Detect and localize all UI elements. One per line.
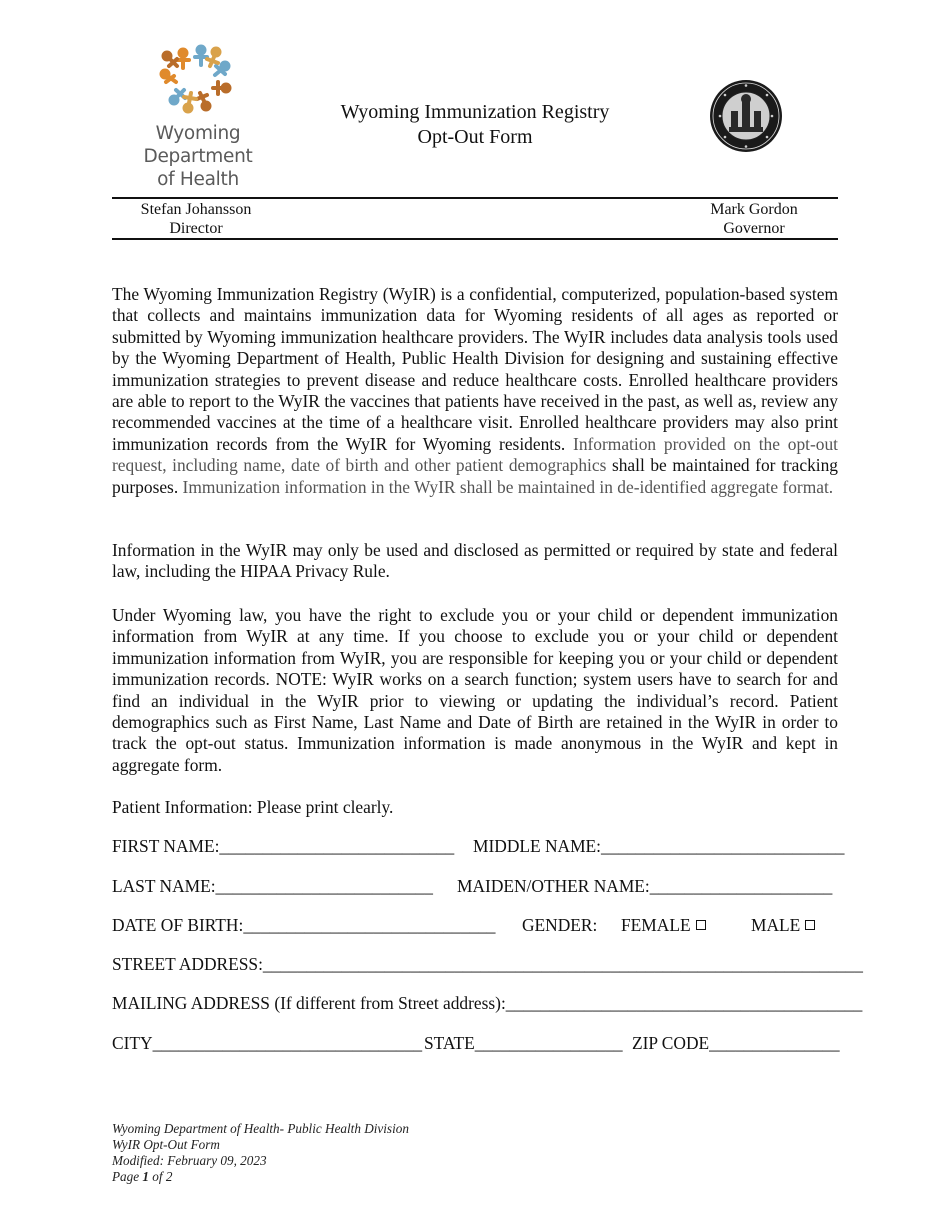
intro-text: The Wyoming Immunization Registry (WyIR) is a confidential, computerized, population-based system that collects and maintains immunization data for Wyoming residents of all ages as reported or submitted by Wyoming immunization healthcare providers. The WyIR includes data analysis tools used by the Wyoming Department of Health, Public Health Division for designing and sustaining effective immunization strategies to prevent disease and reduce healthcare costs. Enrolled healthcare providers are able to report to the WyIR the vaccines that patients have received in the past, as well as, review any recommended vaccines at the time of a healthcare visit. Enrolled healthcare providers may also print immunization records from the WyIR for Wyoming residents. bbox=[112, 284, 838, 454]
page-footer bbox=[112, 1121, 409, 1185]
state-field[interactable]: STATE_________________ bbox=[424, 1033, 623, 1053]
female-checkbox[interactable] bbox=[696, 920, 706, 930]
mailing-address-field[interactable]: MAILING ADDRESS (If different from Street address):_________________________________________ bbox=[112, 993, 863, 1013]
logo-line-2: Department bbox=[143, 146, 253, 167]
first-name-field[interactable]: FIRST NAME:___________________________ bbox=[112, 836, 455, 856]
logo-line-3: of Health bbox=[157, 169, 239, 190]
director-block bbox=[106, 200, 286, 238]
governor-name: Mark Gordon bbox=[710, 201, 798, 218]
paragraph-rights: Under Wyoming law, you have the right to exclude you or your child or dependent immunization information from WyIR at any time. If you choose to exclude you or your child or dependent immunization information from WyIR, you are responsible for keeping you or your child or dependent immunization records. NOTE: WyIR works on a search function; system users have to search for and find an individual in the WyIR prior to viewing or updating the individual’s record. Patient demographics such as First Name, Last Name and Date of Birth are retained in the WyIR in order to track the opt-out status. Immunization information is made anonymous in the WyIR and kept in aggregate form. bbox=[112, 605, 838, 775]
title-line-1: Wyoming Immunization Registry bbox=[340, 101, 610, 123]
people-circle-logo-icon bbox=[138, 44, 258, 114]
intro-gray-text-1: Information provided on the opt-out request, including name, date of birth and other patient demographics bbox=[112, 433, 838, 476]
page-prefix: Page bbox=[112, 1169, 143, 1184]
zip-code-field[interactable]: ZIP CODE_______________ bbox=[632, 1033, 840, 1053]
header-rule-bottom bbox=[112, 238, 838, 240]
male-checkbox[interactable] bbox=[805, 920, 815, 930]
female-label: FEMALE bbox=[621, 915, 691, 935]
title-line-2: Opt-Out Form bbox=[417, 126, 533, 148]
patient-info-heading: Patient Information: Please print clearly. bbox=[112, 797, 394, 817]
gender-male-option[interactable] bbox=[751, 915, 815, 936]
header-rule-top bbox=[112, 197, 838, 199]
page-current: 1 bbox=[142, 1169, 149, 1184]
director-title: Director bbox=[169, 220, 223, 237]
page-total: 2 bbox=[165, 1169, 173, 1184]
middle-name-field[interactable]: MIDDLE NAME:____________________________ bbox=[473, 836, 845, 856]
maiden-name-field[interactable]: MAIDEN/OTHER NAME:_____________________ bbox=[457, 876, 833, 896]
footer-line-1: Wyoming Department of Health- Public Health Division bbox=[112, 1121, 409, 1136]
last-name-field[interactable]: LAST NAME:_________________________ bbox=[112, 876, 433, 896]
governor-block bbox=[664, 200, 844, 238]
intro-gray-text-2: Immunization information in the WyIR shall be maintained in de-identified aggregate format. bbox=[182, 476, 834, 497]
footer-page-number bbox=[112, 1169, 409, 1185]
city-field[interactable]: CITY_______________________________ bbox=[112, 1033, 423, 1053]
wdh-logo bbox=[138, 44, 258, 192]
state-seal-icon bbox=[709, 79, 783, 153]
footer-line-2: WyIR Opt-Out Form bbox=[112, 1137, 220, 1152]
male-label: MALE bbox=[751, 915, 801, 935]
paragraph-hipaa: Information in the WyIR may only be used and disclosed as permitted or required by state and federal law, including the HIPAA Privacy Rule. bbox=[112, 540, 838, 582]
page-middle: of bbox=[149, 1169, 166, 1184]
date-of-birth-field[interactable]: DATE OF BIRTH:_____________________________ bbox=[112, 915, 496, 935]
logo-line-1: Wyoming bbox=[155, 123, 241, 144]
street-address-field[interactable]: STREET ADDRESS:_____________________________________________________________________ bbox=[112, 954, 863, 974]
form-title bbox=[300, 100, 650, 150]
director-name: Stefan Johansson bbox=[140, 201, 252, 218]
footer-line-3: Modified: February 09, 2023 bbox=[112, 1153, 267, 1168]
gender-label: GENDER: bbox=[522, 915, 598, 935]
paragraph-intro bbox=[112, 284, 838, 498]
governor-title: Governor bbox=[723, 220, 785, 237]
intro-dark-text: shall be maintained for tracking purposes. bbox=[112, 455, 838, 497]
gender-female-option[interactable] bbox=[621, 915, 706, 936]
